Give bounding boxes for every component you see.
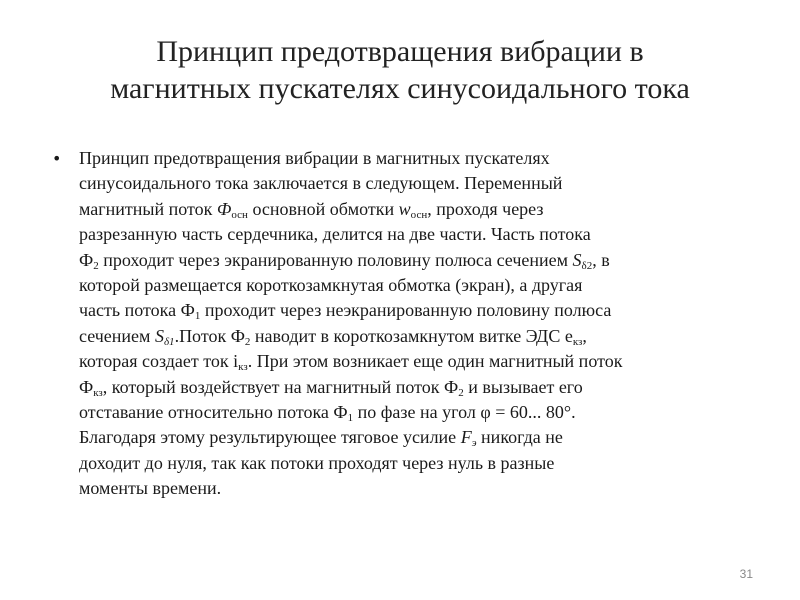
subscript: осн [410,208,428,221]
text-fragment: по фазе на угол φ = 60... 80°. [353,402,576,423]
flux-symbol: Ф [79,376,94,397]
text-fragment: , который воздействует на магнитный поток Ф [102,376,459,397]
page-number: 31 [739,567,753,581]
subscript: 1 [347,412,354,425]
force-symbol: F [460,427,472,448]
bullet-marker: • [52,149,62,168]
text-line-5 [79,248,732,273]
flux-symbol: Ф [216,198,232,219]
slide-title [40,33,760,107]
flux-symbol: Ф [79,249,94,270]
section-symbol: S [154,325,164,346]
subscript: δ2 [581,259,593,272]
text-fragment: доходит до нуля, так как потоки проходят через нуль в разные [79,452,555,473]
text-fragment: которой размещается короткозамкнутая обмотка (экран), а другая [79,275,583,296]
text-fragment: Принцип предотвращения вибрации в магнитных пускателях [79,148,550,168]
subscript: 2 [93,259,99,272]
subscript: осн [231,208,248,221]
text-fragment: Благодаря этому результирующее тяговое усилие [79,427,461,448]
text-line-9 [79,349,732,374]
text-line-7 [79,298,732,323]
text-fragment: отставание относительно потока Ф [79,402,348,423]
title-line-1: Принцип предотвращения вибрации в [156,35,644,68]
text-fragment: , [582,325,587,346]
text-fragment: наводит в короткозамкнутом витке ЭДС е [250,325,573,346]
text-fragment: разрезанную часть сердечника, делится на две части. Часть потока [79,224,591,245]
subscript: кз [93,386,103,399]
text-fragment: которая создает ток i [79,351,239,372]
text-line-8 [79,324,732,349]
title-line-2: магнитных пускателях синусоидального тока [110,72,690,105]
subscript: 2 [244,335,251,348]
text-line-6 [79,273,732,298]
text-fragment: часть потока Ф [79,300,195,321]
section-symbol: S [572,249,582,270]
text-line-4 [79,222,732,247]
text-line-14 [79,476,732,501]
text-fragment: синусоидального тока заключается в следующем. Переменный [79,173,563,194]
subscript: э [471,437,477,450]
text-fragment: проходит через неэкранированную половину полюса [200,300,612,321]
subscript: δ1 [163,335,175,348]
text-fragment: сечением [79,325,155,346]
text-fragment: проходит через экранированную половину полюса сечением [98,249,573,270]
subscript: 2 [458,386,464,399]
text-fragment: , в [592,249,610,270]
text-line-12 [79,425,732,450]
text-fragment: моменты времени. [79,478,222,499]
bullet-list [52,146,732,502]
text-line-1 [79,146,732,171]
text-line-3 [79,197,732,222]
text-line-11 [79,400,732,425]
text-fragment: никогда не [476,427,563,448]
bullet-item [52,146,732,502]
text-fragment: , проходя через [427,198,544,219]
text-fragment: и вызывает его [463,376,583,397]
text-line-10 [79,375,732,400]
subscript: кз [238,361,248,374]
text-fragment: .Поток Ф [174,325,245,346]
subscript: 1 [194,310,201,323]
winding-symbol: w [398,198,411,219]
text-fragment: основной обмотки [247,198,399,219]
text-line-13 [79,451,732,476]
subscript: кз [572,335,583,348]
text-fragment: магнитный поток [79,198,217,219]
text-line-2 [79,171,732,196]
text-fragment: . При этом возникает еще один магнитный поток [247,351,623,372]
